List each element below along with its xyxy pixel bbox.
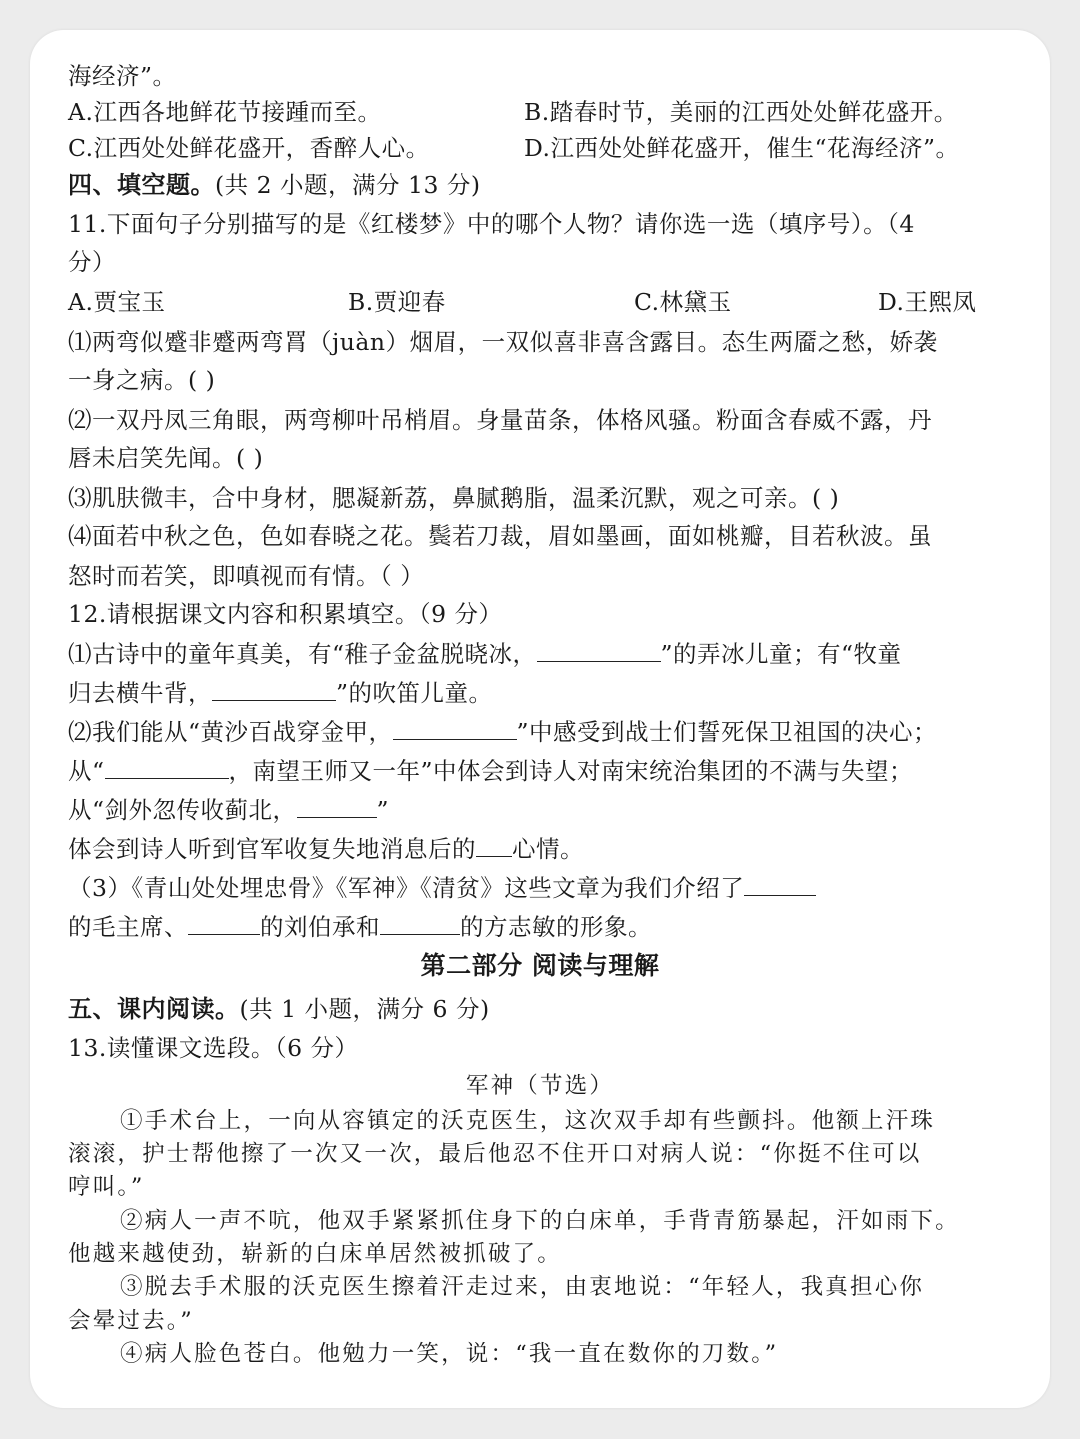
passage-line: ③脱去手术服的沃克医生擦着汗走过来，由衷地说：“年轻人，我真担心你	[120, 1274, 925, 1300]
passage-line: 他越来越使劲，崭新的白床单居然被抓破了。	[68, 1241, 563, 1267]
passage-line: ④病人脸色苍白。他勉力一笑，说：“我一直在数你的刀数。”	[120, 1341, 779, 1367]
passage-line: 会晕过去。”	[68, 1308, 194, 1334]
passage-title: 军神（节选）	[465, 1073, 615, 1099]
answer-line: ⑶肌肤微丰，合中身材，腮凝新荔，鼻腻鹅脂，温柔沉默，观之可亲。( )	[68, 484, 840, 512]
text-line: ⑷面若中秋之色，色如春晓之花。鬓若刀裁，眉如墨画，面如桃瓣，目若秋波。虽	[68, 522, 932, 550]
section-title: 四、填空题。	[68, 171, 215, 199]
fill-line	[68, 910, 1020, 943]
fill-text: ”	[376, 796, 390, 824]
fill-line	[68, 832, 1020, 865]
fill-line	[68, 871, 1020, 904]
question-line: 11.下面句子分别描写的是《红楼梦》中的哪个人物？请你选一选（填序号）。（4	[68, 210, 915, 238]
text-line: ⑵一双丹凤三角眼，两弯柳叶吊梢眉。身量苗条，体格风骚。粉面含春威不露，丹	[68, 406, 932, 434]
passage-line: 哼叫。”	[68, 1174, 145, 1200]
section-title: 五、课内阅读。	[68, 995, 240, 1023]
answer-line: 怒时而若笑，即嗔视而有情。（ ）	[68, 562, 425, 590]
fill-text: ⑴古诗中的童年真美，有“稚子金盆脱晓冰，	[68, 640, 537, 668]
fill-text: （3）《青山处处埋忠骨》《军神》《清贫》这些文章为我们介绍了	[68, 874, 745, 902]
passage-line: 滚滚，护士帮他擦了一次又一次，最后他忍不住开口对病人说：“你挺不住可以	[68, 1141, 922, 1167]
fill-text: 的毛主席、	[68, 913, 188, 941]
passage-line: ②病人一声不吭，他双手紧紧抓住身下的白床单，手背青筋暴起，汗如雨下。	[120, 1208, 960, 1234]
blank-field[interactable]	[537, 637, 661, 662]
fill-text: 归去横牛背，	[68, 679, 212, 707]
section-note: (共 1 小题，满分 6 分)	[239, 995, 490, 1023]
blank-field[interactable]	[105, 754, 229, 779]
section-note: (共 2 小题，满分 13 分)	[215, 171, 481, 199]
answer-line: 唇未启笑先闻。( )	[68, 444, 264, 472]
option-c: C.林黛玉	[634, 288, 732, 316]
fill-text: ”中感受到战士们誓死保卫祖国的决心；	[516, 718, 938, 746]
blank-field[interactable]	[380, 910, 460, 935]
fill-text: ”的吹笛儿童。	[336, 679, 493, 707]
fill-line	[68, 676, 1020, 709]
fill-text: ，南望王师又一年”中体会到诗人对南宋统治集团的不满与失望；	[228, 757, 914, 785]
fill-text: 体会到诗人听到官军收复失地消息后的	[68, 835, 476, 863]
choice-c: C.江西处处鲜花盛开，香醉人心。	[68, 134, 430, 162]
fill-text: ⑵我们能从“黄沙百战穿金甲，	[68, 718, 393, 746]
option-a: A.贾宝玉	[68, 288, 166, 316]
fill-text: 从“	[68, 757, 105, 785]
choice-a: A.江西各地鲜花节接踵而至。	[68, 98, 382, 126]
passage-line: ①手术台上，一向从容镇定的沃克医生，这次双手却有些颤抖。他额上汗珠	[120, 1108, 936, 1134]
blank-field[interactable]	[188, 910, 260, 935]
section-heading	[68, 169, 1020, 201]
fill-text: 的刘伯承和	[260, 913, 380, 941]
fill-text: 心情。	[512, 835, 584, 863]
option-b: B.贾迎春	[348, 288, 446, 316]
blank-field[interactable]	[212, 676, 336, 701]
fill-line	[68, 793, 1020, 826]
fill-text: 的方志敏的形象。	[460, 913, 652, 941]
question-line: 13.读懂课文选段。（6 分）	[68, 1034, 359, 1062]
blank-field[interactable]	[393, 715, 517, 740]
blank-field[interactable]	[476, 832, 512, 857]
question-line: 分）	[68, 248, 116, 276]
fill-line	[68, 715, 1020, 748]
exam-page	[30, 30, 1050, 1408]
choice-d: D.江西处处鲜花盛开，催生“花海经济”。	[524, 134, 960, 162]
fill-line	[68, 637, 1020, 670]
choice-b: B.踏春时节，美丽的江西处处鲜花盛开。	[524, 98, 958, 126]
fill-line	[68, 754, 1020, 787]
question-line: 12.请根据课文内容和积累填空。（9 分）	[68, 600, 503, 628]
blank-field[interactable]	[744, 871, 816, 896]
fill-text: 从“剑外忽传收蓟北，	[68, 796, 297, 824]
fill-text: ”的弄冰儿童；有“牧童	[660, 640, 902, 668]
option-d: D.王熙凤	[878, 288, 977, 316]
section-heading	[68, 993, 1020, 1025]
part-title: 第二部分 阅读与理解	[420, 951, 660, 980]
answer-line: 一身之病。( )	[68, 366, 216, 394]
text-line: ⑴两弯似蹙非蹙两弯罥（juàn）烟眉，一双似喜非喜含露目。态生两靥之愁，娇袭	[68, 328, 938, 356]
text-line: 海经济”。	[68, 62, 177, 90]
blank-field[interactable]	[297, 793, 377, 818]
